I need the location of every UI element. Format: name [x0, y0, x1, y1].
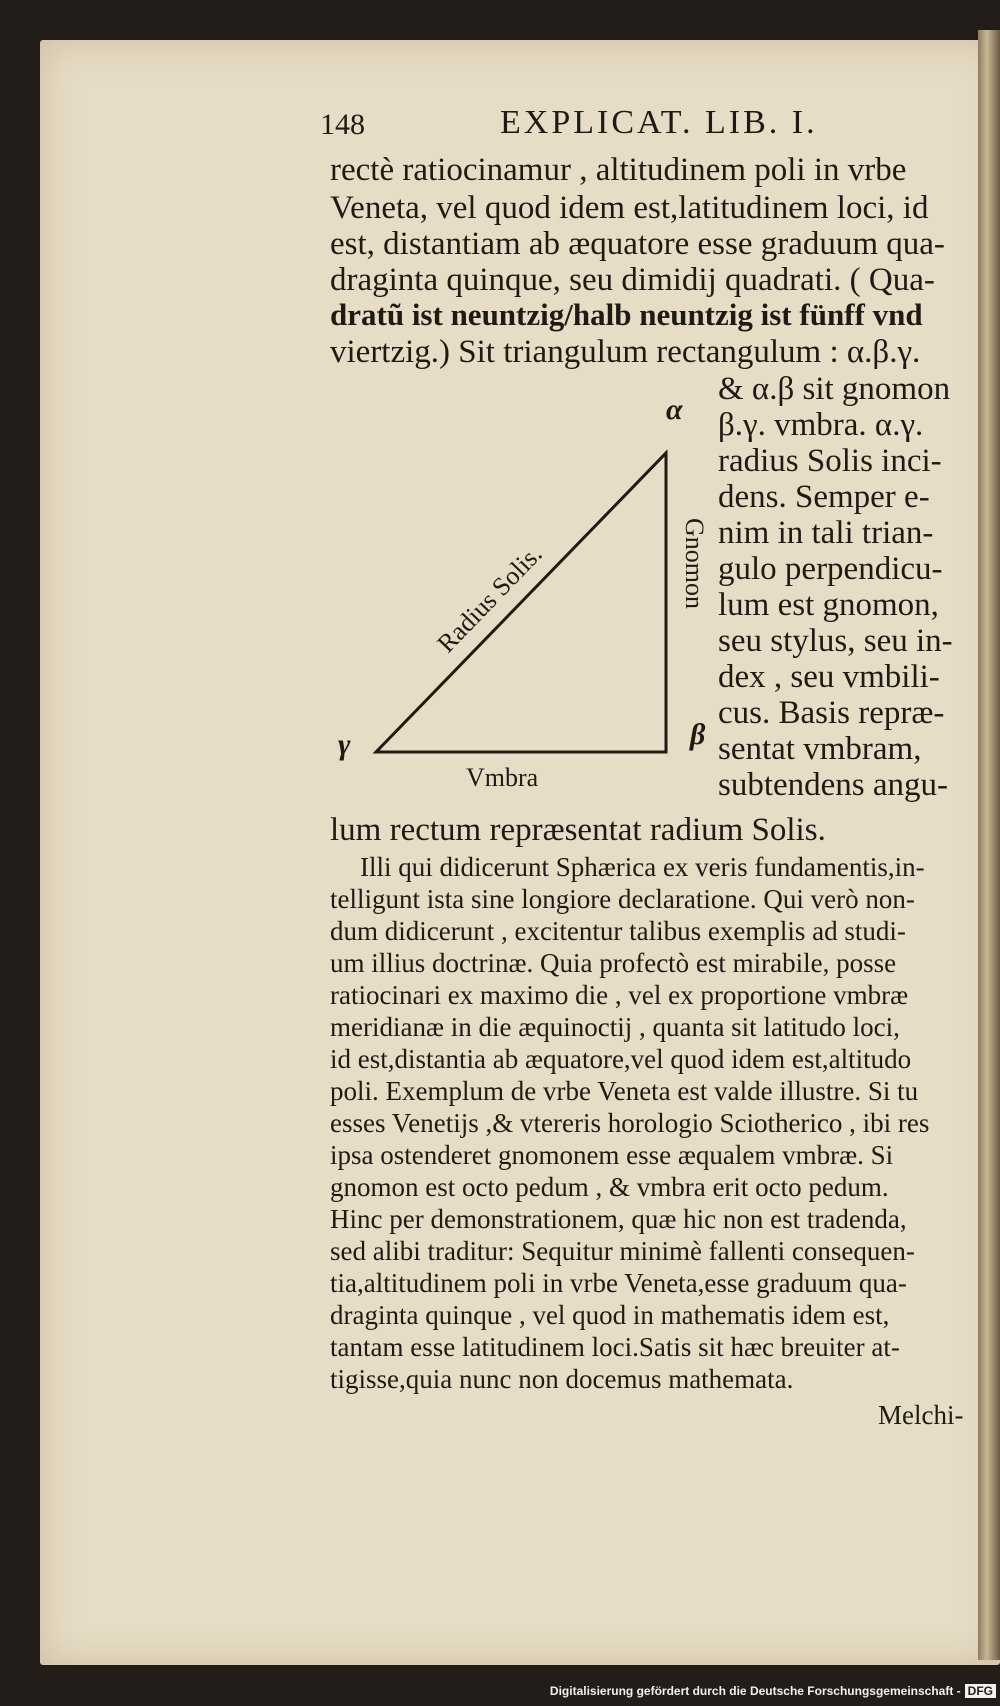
text-line: ratiocinari ex maximo die , vel ex proportione vmbræ — [330, 980, 909, 1010]
closing-line: lum rectum repræsentat radium Solis. — [330, 812, 826, 848]
catchword: Melchi- — [878, 1400, 964, 1430]
text-line: Illi qui didicerunt Sphærica ex veris fundamentis,in- — [360, 852, 925, 882]
text-line: Veneta, vel quod idem est,latitudinem loci, id — [330, 190, 929, 226]
dfg-logo[interactable]: DFG — [965, 1684, 996, 1698]
text-line: esses Venetijs ,& vtereris horologio Sciotherico , ibi res — [330, 1108, 930, 1138]
figure-text-line: radius Solis inci- — [718, 443, 942, 479]
figure-text-line: β.γ. vmbra. α.γ. — [718, 407, 924, 443]
text-line: tantam esse latitudinem loci.Satis sit hæc breuiter at- — [330, 1332, 900, 1362]
vertex-alpha-label: α — [666, 393, 683, 426]
figure-text-line: cus. Basis repræ- — [718, 695, 945, 731]
text-line: gnomon est octo pedum , & vmbra erit octo pedum. — [330, 1172, 889, 1202]
text-line: tia,altitudinem poli in vrbe Veneta,esse graduum qua- — [330, 1268, 907, 1298]
base-label: Vmbra — [466, 763, 539, 790]
text-line: meridianæ in die æquinoctij , quanta sit latitudo loci, — [330, 1012, 900, 1042]
figure-text-line: seu stylus, seu in- — [718, 623, 953, 659]
hypotenuse-label: Radius Solis. — [431, 539, 548, 659]
figure-text-line: sentat vmbram, — [718, 731, 922, 767]
figure-text-line: lum est gnomon, — [718, 587, 939, 623]
text-line: dum didicerunt , excitentur talibus exemplis ad studi- — [330, 916, 906, 946]
figure-text-line: nim in tali trian- — [718, 515, 934, 551]
figure-text-line: gulo perpendicu- — [718, 551, 943, 587]
text-line: um illius doctrinæ. Quia profectò est mirabile, posse — [330, 948, 897, 978]
text-line: Hinc per demonstrationem, quæ hic non est tradenda, — [330, 1204, 907, 1234]
vertex-gamma-label: γ — [338, 728, 351, 761]
figure-text-line: subtendens angu- — [718, 767, 949, 803]
gnomon-label: Gnomon — [680, 518, 709, 609]
digitization-credit — [550, 1684, 996, 1698]
figure-text-line: dens. Semper e- — [718, 479, 930, 515]
text-line: poli. Exemplum de vrbe Veneta est valde illustre. Si tu — [330, 1076, 919, 1106]
text-line: tigisse,quia nunc non docemus mathemata. — [330, 1364, 794, 1394]
text-line: id est,distantia ab æquatore,vel quod idem est,altitudo — [330, 1044, 912, 1074]
page-number: 148 — [320, 108, 365, 141]
figure-text-line: dex , seu vmbili- — [718, 659, 940, 695]
credit-text: Digitalisierung gefördert durch die Deutsche Forschungsgemeinschaft - — [549, 1684, 961, 1698]
text-line-german: dratũ ist neuntzig/halb neuntzig ist fünff vnd — [330, 297, 923, 332]
page-edge — [978, 30, 1000, 1660]
running-head: EXPLICAT. LIB. I. — [500, 104, 818, 141]
text-line: ipsa ostenderet gnomonem esse æqualem vmbræ. Si — [330, 1140, 894, 1170]
text-line: draginta quinque , vel quod in mathematis idem est, — [330, 1300, 890, 1330]
text-line: rectè ratiocinamur , altitudinem poli in vrbe — [330, 152, 907, 188]
vertex-beta-label: β — [690, 718, 706, 751]
text-line: est, distantiam ab æquatore esse graduum qua- — [330, 226, 945, 262]
figure-text-line: & α.β sit gnomon — [718, 371, 951, 407]
text-line: sed alibi traditur: Sequitur minimè fallenti consequen- — [330, 1236, 915, 1266]
text-line: telligunt ista sine longiore declaratione. Qui verò non- — [330, 884, 915, 914]
text-line: draginta quinque, seu dimidij quadrati. ( Qua- — [330, 262, 935, 298]
sundial-triangle-figure — [330, 390, 720, 790]
triangle-outline — [376, 453, 666, 752]
text-line: viertzig.) Sit triangulum rectangulum : α.β.γ. — [330, 334, 921, 370]
